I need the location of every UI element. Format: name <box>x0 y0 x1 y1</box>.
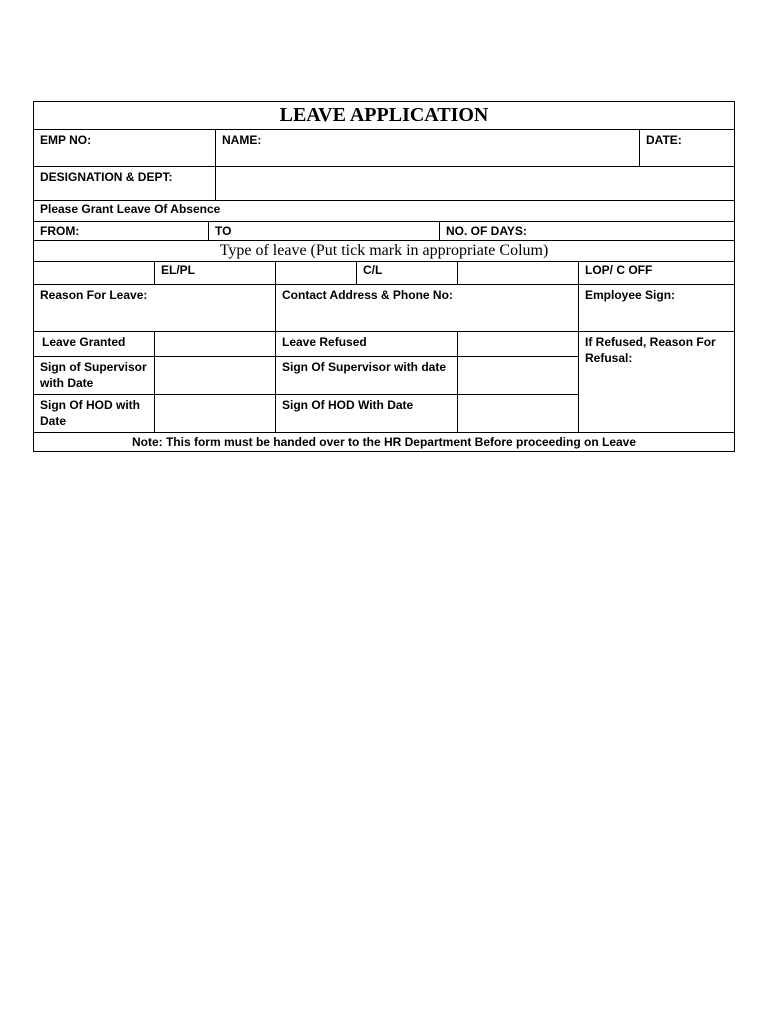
cl-tick-box[interactable] <box>275 262 356 284</box>
el-pl-tick-box[interactable] <box>34 262 154 284</box>
designation-label: DESIGNATION & DEPT: <box>40 170 173 184</box>
grant-row <box>34 201 734 222</box>
employee-info-row <box>34 130 734 167</box>
to-field[interactable] <box>208 222 439 240</box>
name-label: NAME: <box>222 133 262 147</box>
leave-type-heading-row <box>34 241 734 262</box>
reason-row <box>34 285 734 332</box>
designation-field[interactable] <box>215 167 734 200</box>
cl-label: C/L <box>356 262 457 284</box>
hod-sign-box[interactable] <box>154 395 275 433</box>
date-label: DATE: <box>646 133 682 147</box>
leave-granted-label: Leave Granted <box>42 335 126 349</box>
el-pl-label: EL/PL <box>154 262 275 284</box>
lop-c-off-label: LOP/ C OFF <box>578 262 734 284</box>
from-label: FROM: <box>40 224 80 238</box>
days-field[interactable] <box>439 222 734 240</box>
leave-refused-box[interactable] <box>457 332 578 356</box>
reason-label: Reason For Leave: <box>40 288 148 302</box>
date-field[interactable] <box>639 130 734 166</box>
employee-sign-field[interactable] <box>578 285 734 331</box>
employee-sign-label: Employee Sign: <box>585 288 676 302</box>
supervisor-sign-label-2: Sign Of Supervisor with date <box>275 357 457 394</box>
from-field[interactable] <box>34 222 208 240</box>
leave-types-row <box>34 262 734 285</box>
note-row <box>34 433 734 451</box>
supervisor-sign-box-2[interactable] <box>457 357 578 394</box>
hod-sign-label-2: Sign Of HOD With Date <box>275 395 457 433</box>
hod-sign-box-2[interactable] <box>457 395 578 433</box>
to-label: TO <box>215 224 232 238</box>
form-title: LEAVE APPLICATION <box>279 104 489 126</box>
form-note: Note: This form must be handed over to the HR Department Before proceeding on Leave <box>131 435 637 449</box>
emp-no-label: EMP NO: <box>40 133 92 147</box>
grant-text: Please Grant Leave Of Absence <box>40 202 221 216</box>
contact-label: Contact Address & Phone No: <box>282 288 453 302</box>
emp-no-field[interactable] <box>34 130 215 166</box>
leave-application-form <box>33 101 735 452</box>
reason-field[interactable] <box>34 285 275 331</box>
leave-granted-box[interactable] <box>154 332 275 356</box>
decision-row <box>34 332 578 357</box>
leave-refused-label: Leave Refused <box>275 332 457 356</box>
lop-tick-box[interactable] <box>457 262 578 284</box>
name-field[interactable] <box>215 130 639 166</box>
supervisor-sign-row <box>34 357 578 395</box>
hod-sign-row <box>34 395 578 433</box>
supervisor-sign-box[interactable] <box>154 357 275 394</box>
supervisor-sign-label: Sign of Supervisor with Date <box>40 360 147 390</box>
days-label: NO. OF DAYS: <box>446 224 527 238</box>
refusal-reason-label: If Refused, Reason For Refusal: <box>585 335 716 365</box>
refusal-reason-field[interactable] <box>578 332 734 432</box>
hod-sign-label: Sign Of HOD with Date <box>40 398 140 428</box>
dates-row <box>34 222 734 241</box>
leave-type-heading: Type of leave (Put tick mark in appropriate Colum) <box>219 242 549 259</box>
designation-row <box>34 167 734 201</box>
title-row <box>34 102 734 130</box>
approval-block <box>34 332 734 433</box>
contact-field[interactable] <box>275 285 578 331</box>
